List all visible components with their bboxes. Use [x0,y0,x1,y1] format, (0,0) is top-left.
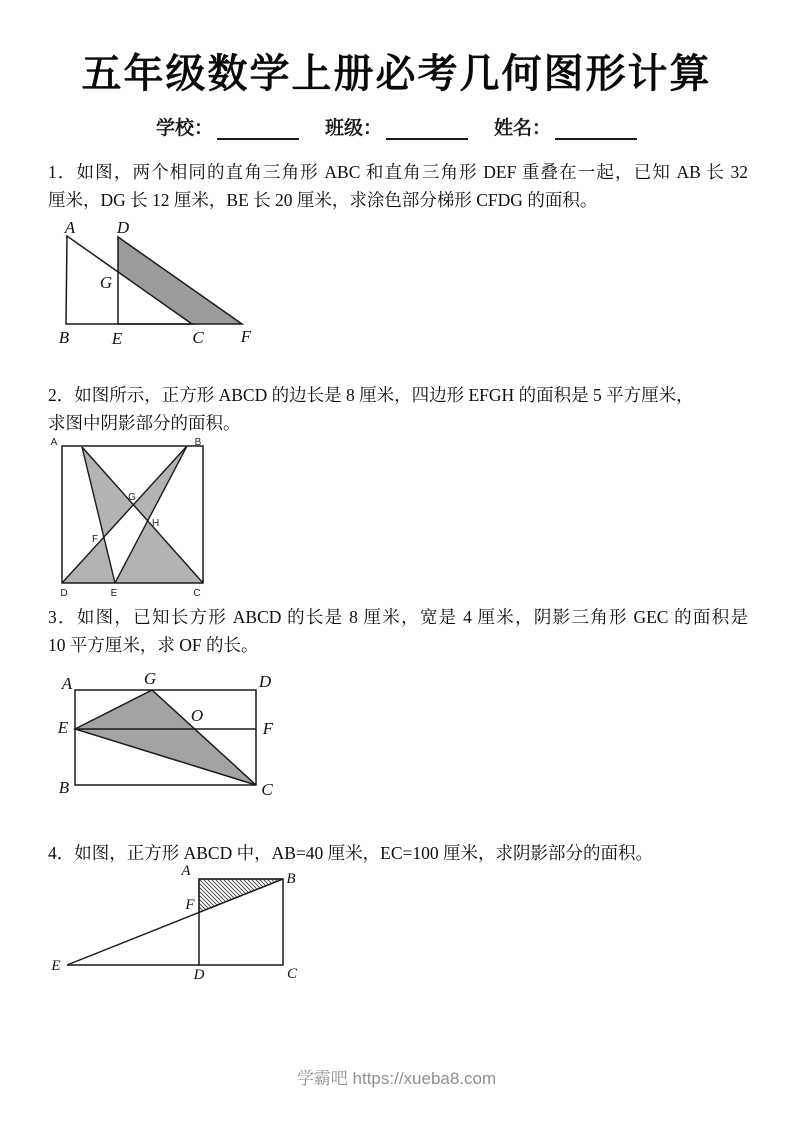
header-fields [0,113,793,140]
problem-3-text [48,603,748,659]
fig3-label-C: C [261,780,273,799]
name-blank [555,118,637,140]
fig2-label-D: D [60,588,68,599]
fig4-label-A: A [181,865,191,879]
school-blank [217,118,299,140]
fig1-label-E: E [111,329,123,348]
fig4-label-B: B [286,871,296,887]
fig3-label-O: O [190,706,204,725]
fig1-label-A: A [64,218,76,237]
problem-3-line-1: 3．如图，已知长方形 ABCD 的长是 8 厘米，宽是 4 厘米，阴影三角形 GEC 的面积是 [48,607,748,627]
fig1-label-F: F [240,327,252,346]
fig3-label-B: B [58,778,70,797]
fig2-label-A: A [50,438,58,448]
footer-watermark: 学霸吧 https://xueba8.com [296,1069,497,1088]
fig3-label-A: A [61,674,73,693]
shaded-triangle-upper-left [82,447,133,537]
problem-2-text [48,381,748,437]
fig1-label-D: D [116,218,130,237]
problem-4-text [48,839,748,867]
figure-3-rectangle-triangle-GEC [55,668,280,800]
fig1-label-C: C [192,328,204,347]
school-label: 学校： [155,118,213,139]
figure-4-square-with-line-EB [45,865,305,985]
fig3-label-D: D [258,672,272,691]
figure-2-square-shaded-triangles [45,438,215,600]
class-blank [386,118,468,140]
fig2-label-C: C [193,588,201,599]
school-field [156,113,299,140]
fig2-label-H: H [152,518,160,529]
fig4-label-D: D [193,967,205,983]
line-E-to-B [67,879,283,965]
problem-2-line-1: 2．如图所示，正方形 ABCD 的边长是 8 厘米，四边形 EFGH 的面积是 5 平方厘米， [48,385,694,405]
problem-1-line-2: 厘米，DG 长 12 厘米，BE 长 20 厘米，求涂色部分梯形 CFDG 的面积。 [48,190,598,210]
fig3-label-F: F [262,719,274,738]
shaded-triangle-lower-left [62,537,115,583]
name-label: 姓名： [494,118,552,139]
class-label: 班级： [324,118,382,139]
fig1-label-G: G [99,273,113,292]
fig4-label-F: F [185,897,195,913]
fig2-label-E: E [110,588,118,599]
shaded-triangle-upper-right [133,446,187,521]
problem-3-line-2: 10 平方厘米，求 OF 的长。 [48,635,259,655]
figure-1-overlapping-triangles [50,218,260,350]
fig4-label-E: E [51,958,61,974]
fig2-label-F: F [91,534,99,545]
problem-1-text [48,158,748,214]
page-title: 五年级数学上册必考几何图形计算 [81,52,712,96]
problem-4-line-1: 4．如图，正方形 ABCD 中，AB=40 厘米，EC=100 厘米，求阴影部分的面积。 [48,843,654,863]
class-field [325,113,468,140]
problem-2-line-2: 求图中阴影部分的面积。 [48,413,241,433]
fig2-label-G: G [128,492,136,503]
fig3-label-E: E [57,718,69,737]
shaded-triangle-lower-right [115,521,203,583]
fig2-label-B: B [194,438,202,448]
fig4-label-C: C [286,966,298,982]
problem-1-line-1: 1．如图，两个相同的直角三角形 ABC 和直角三角形 DEF 重叠在一起，已知 AB 长 32 [48,162,748,182]
fig3-label-G: G [143,669,157,688]
fig1-label-B: B [58,328,70,347]
name-field [494,113,637,140]
